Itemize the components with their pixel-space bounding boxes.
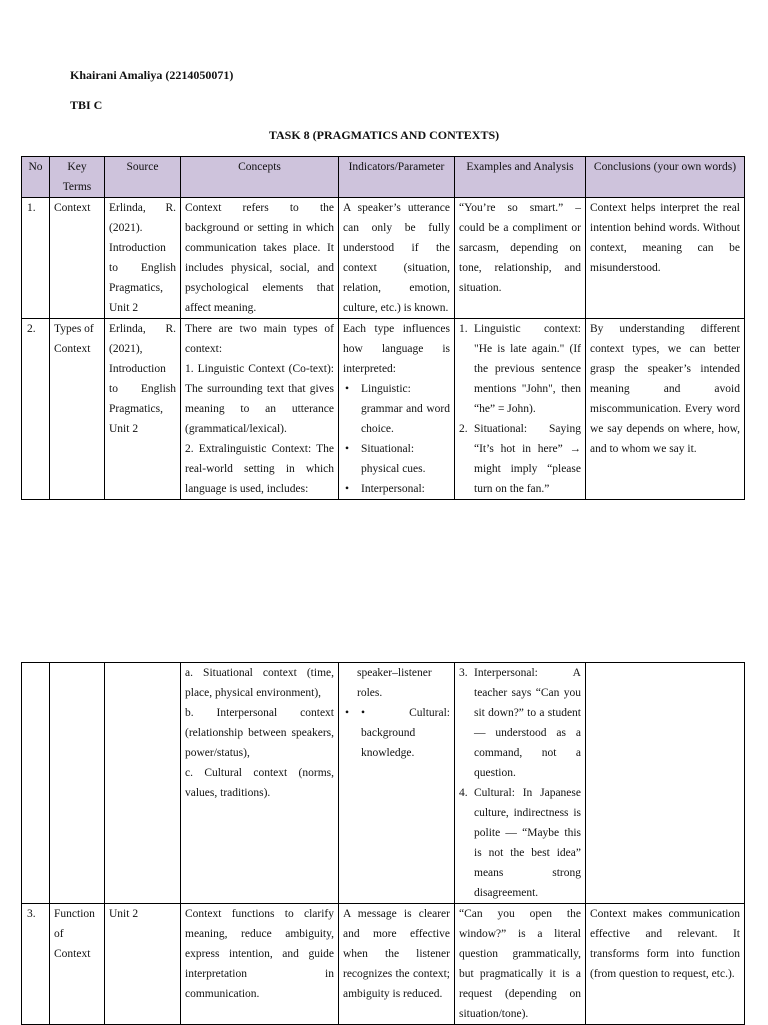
list-number: 3. — [459, 667, 468, 679]
concepts-cell — [181, 319, 339, 500]
concepts-line: 1. Linguistic Context (Co-text): The surrounding text that gives meaning to an utterance (grammatical/lexical). — [185, 363, 334, 435]
row-number — [22, 663, 50, 904]
table-row — [22, 663, 745, 904]
key-term: Context — [50, 198, 105, 319]
col-header-key-terms: Key Terms — [50, 157, 105, 198]
source-cell — [105, 663, 181, 904]
concepts-cell: Context refers to the background or setting in which communication takes place. It includes physical, social, and psychological elements that affect meaning. — [181, 198, 339, 319]
indicators-list — [343, 379, 450, 499]
list-item: • Situational: physical cues. — [343, 439, 450, 479]
table-row — [22, 198, 745, 319]
task-table-page2 — [21, 662, 745, 1025]
examples-cell — [455, 663, 586, 904]
col-header-conclusions: Conclusions (your own words) — [586, 157, 745, 198]
row-number: 3. — [22, 904, 50, 1025]
conclusions-cell: By understanding different context types, we can better grasp the speaker’s intended meaning and avoid miscommunication. Every word we say depends on where, how, and to whom we say it. — [586, 319, 745, 500]
col-header-no: No — [22, 157, 50, 198]
concepts-cell: Context functions to clarify meaning, reduce ambiguity, express intention, and guide interpretation in communication. — [181, 904, 339, 1025]
source-cell: Erlinda, R. (2021). Introduction to English Pragmatics, Unit 2 — [105, 198, 181, 319]
document-title: TASK 8 (PRAGMATICS AND CONTEXTS) — [268, 128, 500, 142]
concepts-line: a. Situational context (time, place, physical environment), — [185, 667, 334, 699]
class-label: TBI C — [70, 98, 103, 112]
col-header-source: Source — [105, 157, 181, 198]
concepts-line: 2. Extralinguistic Context: The real-world setting in which language is used, includes: — [185, 443, 334, 495]
list-text: Linguistic context: "He is late again." (If the previous sentence mentions "John", then “he” = John). — [474, 323, 581, 415]
col-header-indicators: Indicators/Parameter — [339, 157, 455, 198]
indicators-continued: speaker–listener roles. — [357, 667, 432, 699]
col-header-concepts: Concepts — [181, 157, 339, 198]
table-row — [22, 319, 745, 500]
examples-list — [459, 319, 581, 499]
author-name: Khairani Amaliya (2214050071) — [70, 68, 234, 82]
indicators-cell — [339, 319, 455, 500]
list-text: Interpersonal: A teacher says “Can you sit down?” to a student — understood as a command, not a question. — [474, 667, 581, 779]
examples-list — [459, 663, 581, 903]
list-item: • Interpersonal: — [343, 479, 450, 499]
examples-cell: “Can you open the window?” is a literal question grammatically, but pragmatically it is a request (depending on situation/tone). — [455, 904, 586, 1025]
list-text: Cultural: In Japanese culture, indirectness is polite — “Maybe this is not the best idea” means strong disagreement. — [474, 787, 581, 899]
conclusions-cell: Context makes communication effective and relevant. It transforms form into function (from question to request, etc.). — [586, 904, 745, 1025]
list-item — [459, 663, 581, 783]
table-header-row — [22, 157, 745, 198]
list-item — [459, 783, 581, 903]
indicators-intro: Each type influences how language is interpreted: — [343, 323, 450, 375]
examples-cell: “You’re so smart.” – could be a compliment or sarcasm, depending on tone, relationship, and situation. — [455, 198, 586, 319]
key-term — [50, 663, 105, 904]
indicators-cell — [339, 663, 455, 904]
key-term: Function of Context — [50, 904, 105, 1025]
table-row — [22, 904, 745, 1025]
concepts-line: b. Interpersonal context (relationship between speakers, power/status), — [185, 707, 334, 759]
list-item — [459, 319, 581, 419]
key-term: Types of Context — [50, 319, 105, 500]
indicators-list — [343, 703, 450, 763]
conclusions-cell: Context helps interpret the real intention behind words. Without context, meaning can be misunderstood. — [586, 198, 745, 319]
list-item: • • Cultural: background knowledge. — [343, 703, 450, 763]
indicators-cell: A message is clearer and more effective when the listener recognizes the context; ambiguity is reduced. — [339, 904, 455, 1025]
concepts-line: c. Cultural context (norms, values, traditions). — [185, 767, 334, 799]
list-number: 4. — [459, 787, 468, 799]
concepts-line: There are two main types of context: — [185, 323, 334, 355]
task-table-page1 — [21, 156, 745, 500]
concepts-cell — [181, 663, 339, 904]
list-number: 1. — [459, 323, 468, 335]
col-header-examples: Examples and Analysis — [455, 157, 586, 198]
list-item: • Linguistic: grammar and word choice. — [343, 379, 450, 439]
list-text: Situational: Saying “It’s hot in here” → might imply “please turn on the fan.” — [474, 423, 581, 495]
list-number: 2. — [459, 423, 468, 435]
conclusions-cell — [586, 663, 745, 904]
row-number: 1. — [22, 198, 50, 319]
row-number: 2. — [22, 319, 50, 500]
list-item — [459, 419, 581, 499]
source-cell: Unit 2 — [105, 904, 181, 1025]
indicators-cell: A speaker’s utterance can only be fully understood if the context (situation, relation, emotion, culture, etc.) is known. — [339, 198, 455, 319]
source-cell: Erlinda, R. (2021), Introduction to English Pragmatics, Unit 2 — [105, 319, 181, 500]
examples-cell — [455, 319, 586, 500]
